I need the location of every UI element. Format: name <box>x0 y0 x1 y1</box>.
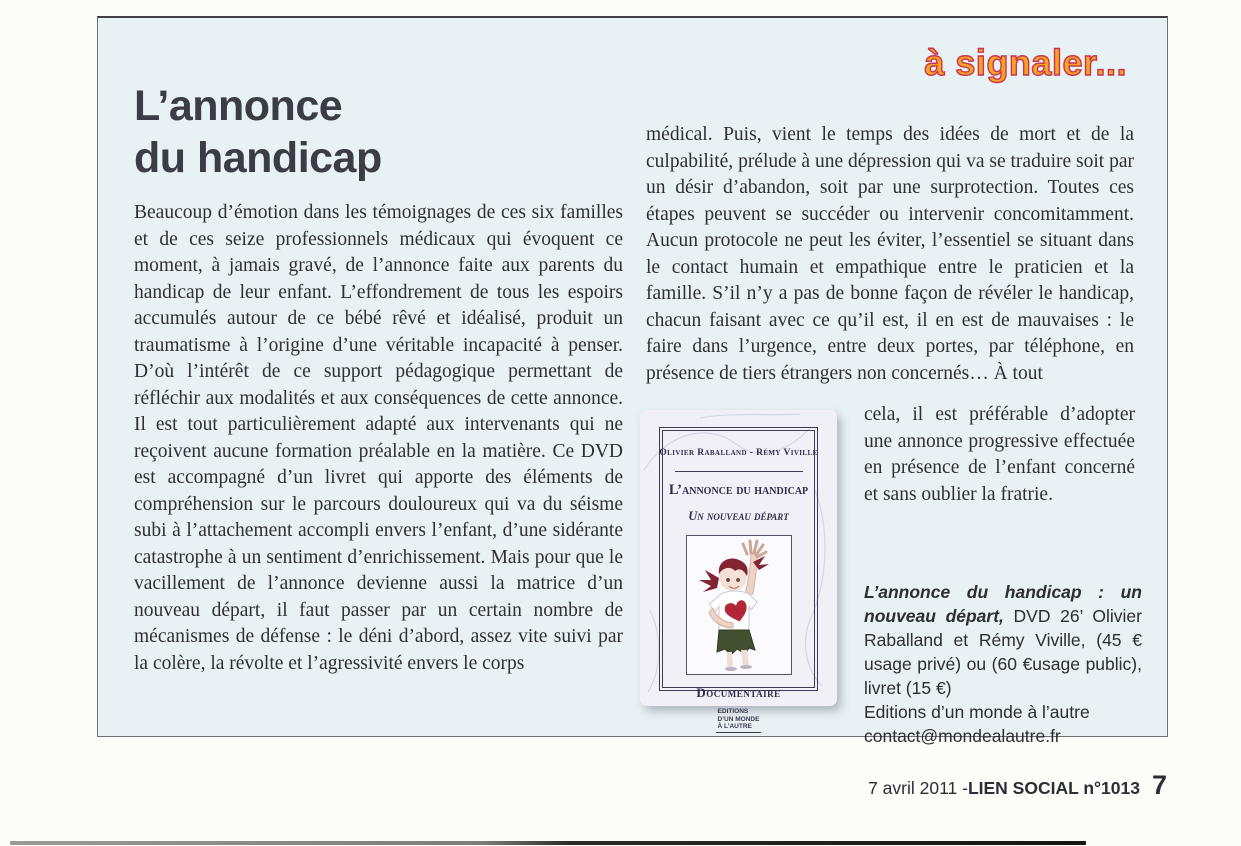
article-panel <box>97 16 1168 746</box>
info-box <box>864 580 1142 748</box>
publisher-logo-line-1: EDITIONS <box>717 708 749 715</box>
cover-rule <box>675 471 803 472</box>
right-column-text-beside-cover: cela, il est préférable d’adopter une annonce progressive effectuée en présence de l’enfant concerné et sans oublier la fratrie. <box>864 404 1135 505</box>
publisher-logo-line-3: À L’AUTRE <box>717 723 752 730</box>
child-illustration <box>687 536 791 674</box>
section-badge: à signaler... <box>924 42 1127 83</box>
cover-authors: Olivier Raballand - Rémy Viville <box>659 448 818 458</box>
right-column-text-before-cover: médical. Puis, vient le temps des idées de mort et de la culpabilité, prélude à une dépression qui va se traduire soit par un désir d’abandon, soit par une surprotection. Toutes ces étapes peuvent se succéder ou intervenir concomitamment. Aucun protocole ne peut les éviter, l’essentiel se situant dans le contact humain et empathique entre le praticien et la famille. S’il n’y a pas de bonne façon de révéler le handicap, chacun faisant avec ce qu’il est, il en est de mauvaises : le faire dans l’urgence, entre deux portes, par téléphone, en présence de tiers étrangers non concernés… À tout <box>646 124 1134 384</box>
info-title: L’annonce du handicap : un nouveau départ, <box>864 582 1142 626</box>
info-details: DVD 26’ Olivier Raballand et Rémy Viville, (45 € usage privé) ou (60 €usage public), livret (15 €) <box>864 606 1142 698</box>
scan-edge-artifact <box>10 841 1086 845</box>
footer <box>868 770 1167 801</box>
publisher-logo <box>716 708 762 733</box>
title-line-1: L’annonce <box>134 82 343 130</box>
cover-genre: Documentaire <box>696 684 781 700</box>
cover-illustration <box>686 535 792 675</box>
cover-subtitle: Un nouveau départ <box>688 509 789 523</box>
cover-frame <box>659 427 818 730</box>
article-body-left-column: Beaucoup d’émotion dans les témoignages de ces six familles et de ces seize professionnels médicaux qui évoquent ce moment, à jamais gravé, de l’annonce faite aux parents du handicap de leur enfant. L’effondrement de tous les espoirs accumulés autour de ce bébé rêvé et idéalisé, produit un traumatisme à l’origine d’une véritable incapacité à penser. D’où l’intérêt de ce support pédagogique permettant de réfléchir aux modalités et aux conséquences de cette annonce. Il est tout particulièrement adapté aux intervenants qui ne reçoivent aucune formation préalable en la matière. Ce DVD est accompagné d’un livret qui apporte des éléments de compréhension sur le parcours douloureux qui va du séisme subi à l’attachement accompli envers l’enfant, d’une sidérante catastrophe à un sentiment d’enrichissement. Mais pour que le vacillement de l’annonce devienne aussi la matrice d’un nouveau départ, il faut passer par un certain nombre de mécanismes de défense : le déni d’abord, assez vite suivi par la colère, la révolte et l’agressivité envers le corps <box>134 202 623 674</box>
footer-magazine: LIEN SOCIAL n°1013 <box>967 778 1140 798</box>
info-publisher: Editions d’un monde à l’autre <box>864 702 1090 722</box>
publisher-logo-line-2: D’UN MONDE <box>717 715 760 723</box>
title-line-2: du handicap <box>134 134 382 182</box>
page-number: 7 <box>1151 770 1167 800</box>
cover-title: L’annonce du handicap <box>668 481 809 498</box>
footer-date: 7 avril 2011 - <box>868 778 968 798</box>
page-title <box>134 80 382 184</box>
info-contact: contact@mondealautre.fr <box>864 726 1061 746</box>
article-body-right-column <box>646 122 1142 746</box>
dvd-cover <box>640 410 837 730</box>
